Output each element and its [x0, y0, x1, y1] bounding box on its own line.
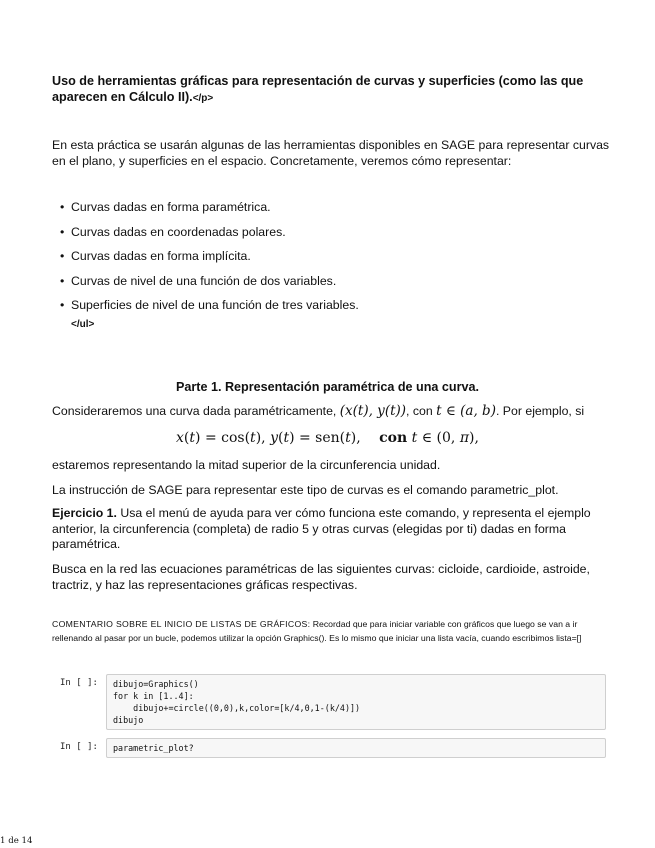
consider-suffix: . Por ejemplo, si [495, 404, 585, 418]
title-text: Uso de herramientas gráficas para representación de curvas y superficies (como las que aparecen en Cálculo II). [52, 74, 584, 104]
exercise-1-text: Usa el menú de ayuda para ver cómo funciona este comando, y representa el ejemplo anterior, la circunferencia (completa) de radio 5 y otras curvas (elegidas por ti) dadas en forma paramétrica. [52, 506, 591, 552]
exercise-1-paragraph [52, 506, 612, 553]
list-item: • Curvas dadas en forma paramétrica. [58, 200, 359, 215]
exercise-1-label: Ejercicio 1. [52, 506, 117, 520]
comment-note [52, 617, 604, 645]
list-item: • Curvas dadas en coordenadas polares. [58, 225, 359, 240]
intro-paragraph: En esta práctica se usarán algunas de las herramientas disponibles en SAGE para representar curvas en el plano, y superficies en el espacio. Concretamente, veremos cómo representar: [52, 138, 610, 168]
stray-p-tag: </p> [192, 93, 214, 104]
note-label: COMENTARIO SOBRE EL INICIO DE LISTAS DE GRÁFICOS: [52, 619, 311, 629]
code-input-1[interactable]: dibujo=Graphics() for k in [1..4]: dibujo+=circle((0,0),k,color=[k/4,0,1-(k/4)]) dibujo [106, 674, 606, 730]
parametric-formula: x(t) = cos(t), y(t) = sen(t), con t ∈ (0, π), [176, 430, 479, 446]
note-text: Recordad que para iniciar variable con gráficos que luego se van a ir rellenando al pasar por un bucle, podemos utilizar la opción Graphics(). Es lo mismo que iniciar una lista vacía, cuando escribimos lista=[] [52, 619, 582, 643]
cell-prompt: In [ ]: [60, 678, 98, 688]
list-item: • Curvas de nivel de una función de dos variables. [58, 274, 359, 289]
topic-list [58, 200, 359, 323]
page-number: 1 de 14 [0, 836, 33, 846]
list-item: • Curvas dadas en forma implícita. [58, 249, 359, 264]
interval-formula: t ∈ (a, b) [436, 403, 496, 419]
search-paragraph: Busca en la red las ecuaciones paramétricas de las siguientes curvas: cicloide, cardioide, astroide, tractriz, y haz las representaciones gráficas respectivas. [52, 562, 590, 592]
cell-prompt: In [ ]: [60, 742, 98, 752]
code-input-2[interactable]: parametric_plot? [106, 738, 606, 758]
consider-mid: , con [406, 404, 433, 418]
stray-ul-tag: </ul> [71, 319, 95, 330]
curve-formula: (x(t), y(t)) [339, 403, 407, 419]
part1-heading: Parte 1. Representación paramétrica de una curva. [175, 380, 480, 394]
consider-paragraph [52, 404, 612, 420]
page-title [52, 73, 612, 107]
instruction-paragraph: La instrucción de SAGE para representar este tipo de curvas es el comando parametric_plot. [52, 483, 559, 497]
consider-prefix: Consideraremos una curva dada paramétricamente, [52, 404, 337, 418]
list-item: • Superficies de nivel de una función de tres variables. [58, 298, 359, 313]
representing-paragraph: estaremos representando la mitad superior de la circunferencia unidad. [52, 458, 441, 472]
